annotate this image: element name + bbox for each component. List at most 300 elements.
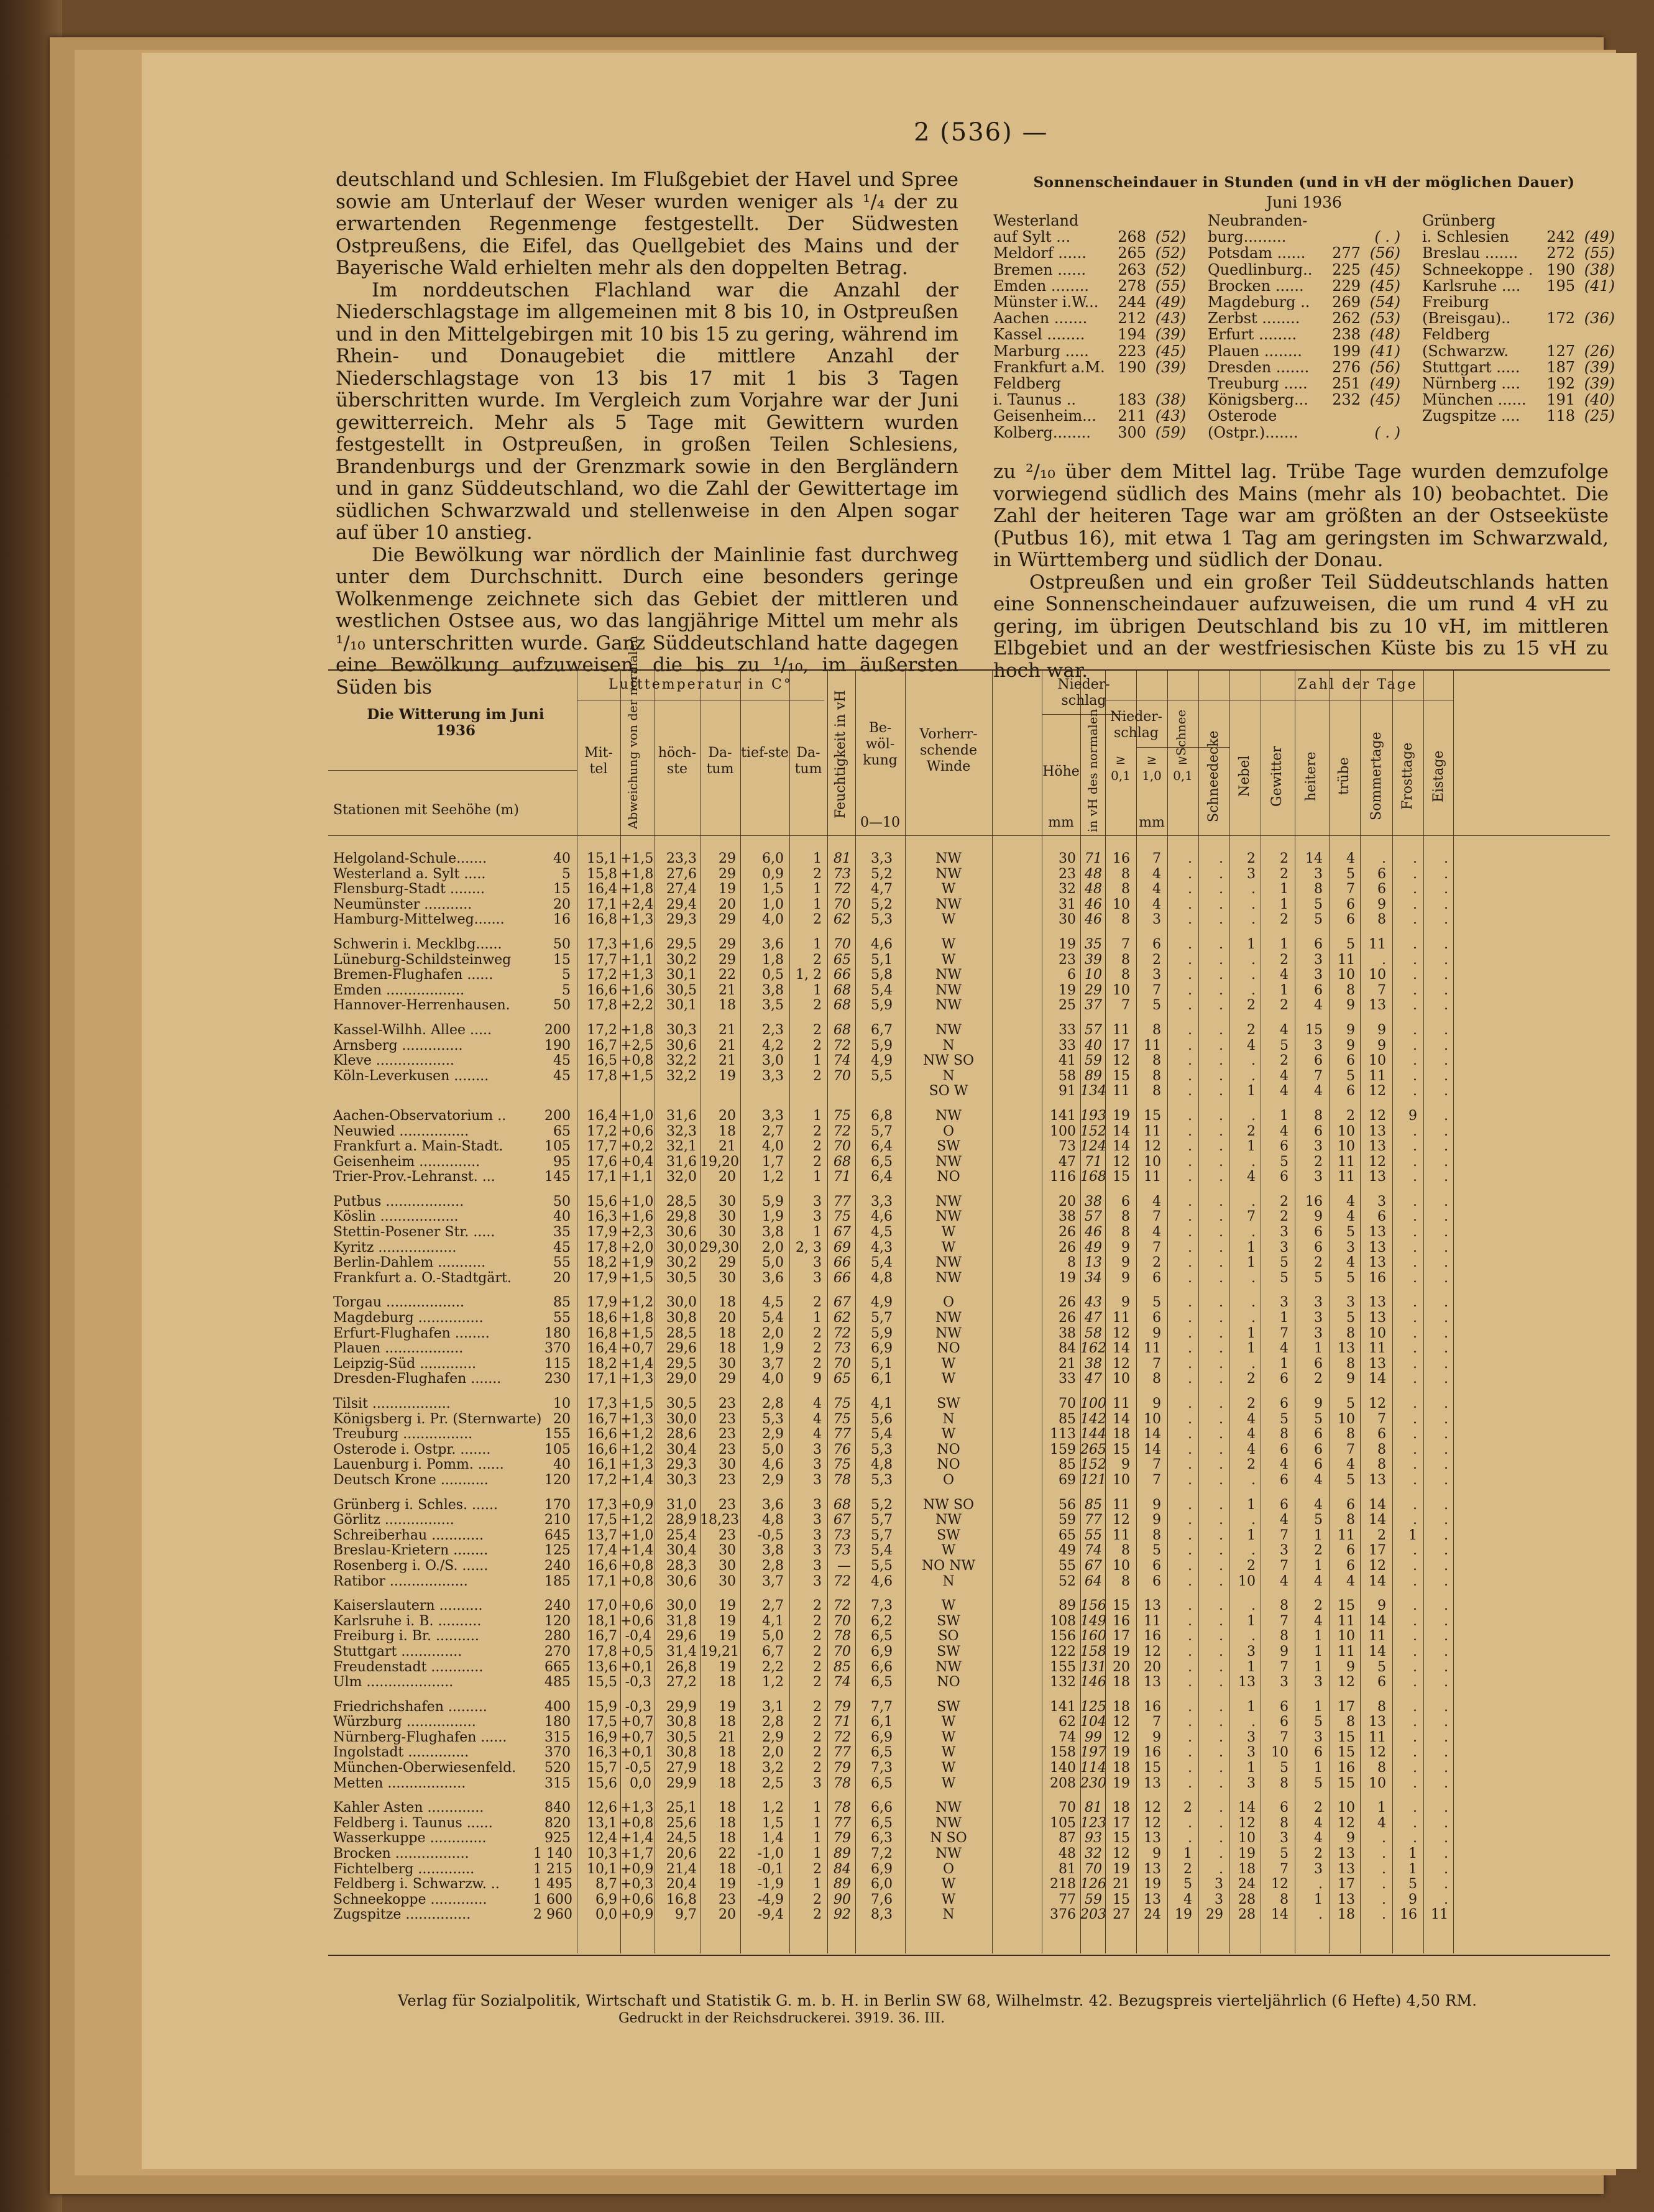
cell-nieder-vh: 64: [1085, 1573, 1102, 1589]
cell-truebe: 5: [1346, 1472, 1355, 1488]
cell-eistage: .: [1444, 1209, 1448, 1225]
cell-tiefste: -4,9: [757, 1891, 784, 1907]
cell-bewoelkung: 5,2: [871, 1497, 893, 1513]
cell-hoechste: 32,2: [666, 1068, 697, 1084]
cell-abweichung: -0,5: [625, 1760, 651, 1776]
cell-schneedecke: .: [1219, 1659, 1223, 1675]
header-in-vh: in vH des normalen: [1085, 709, 1100, 832]
cell-sommertage: .: [1382, 1876, 1386, 1893]
sunshine-percent: (49): [1369, 375, 1400, 393]
cell-schneedecke: .: [1219, 1512, 1223, 1528]
table-row: [328, 867, 1610, 883]
cell-datum-min: 1: [813, 1800, 822, 1816]
cell-tage-10: 4: [1152, 896, 1161, 912]
cell-tiefste: 2,9: [762, 1426, 784, 1443]
cell-tiefste: 1,9: [762, 1341, 784, 1357]
cell-sommertage: .: [1382, 1861, 1386, 1877]
cell-feuchtigkeit: 68: [834, 1497, 851, 1513]
table-row: [328, 1357, 1610, 1372]
cell-datum-max: 30: [719, 1209, 736, 1225]
cell-feuchtigkeit: 66: [834, 1255, 851, 1271]
cell-gewitter: 6: [1280, 1169, 1289, 1185]
cell-nebel: 1: [1247, 1760, 1256, 1776]
cell-tage-10: 4: [1152, 881, 1161, 897]
cell-schnee: .: [1188, 1239, 1192, 1255]
sunshine-station: auf Sylt ...: [993, 229, 1071, 246]
cell-heitere: 1: [1314, 1699, 1323, 1715]
cell-nieder-hoehe: 140: [1050, 1760, 1076, 1776]
sunshine-row: [993, 392, 1186, 408]
cell-heitere: 8: [1314, 1108, 1323, 1124]
cell-tage-01: 12: [1113, 1512, 1130, 1528]
sunshine-hours: 300: [1118, 423, 1146, 441]
cell-nieder-vh: 124: [1080, 1139, 1106, 1155]
header-schnee: Schnee: [1174, 709, 1188, 756]
cell-hoechste: 28,6: [666, 1426, 697, 1443]
cell-tage-10: 8: [1152, 1527, 1161, 1543]
cell-nebel: 2: [1247, 1457, 1256, 1473]
cell-eistage: .: [1444, 1643, 1448, 1659]
cell-winde: NW: [935, 1255, 962, 1271]
header-tiefste: tief-ste: [741, 745, 789, 761]
cell-truebe: 4: [1346, 1193, 1355, 1209]
cell-sommertage: 8: [1377, 1699, 1386, 1715]
cell-gewitter: 7: [1280, 1558, 1289, 1574]
cell-feuchtigkeit: 79: [834, 1830, 851, 1847]
cell-eistage: .: [1444, 1270, 1448, 1286]
cell-nieder-vh: 71: [1085, 1154, 1102, 1170]
cell-nebel: .: [1251, 1512, 1256, 1528]
station-name: Feldberg i. Schwarzw. ..: [333, 1877, 500, 1893]
sunshine-station: Feldberg: [993, 375, 1061, 392]
header-nebel: Nebel: [1237, 755, 1252, 797]
cell-nieder-hoehe: 47: [1059, 1154, 1076, 1170]
sunshine-row: [1422, 392, 1615, 408]
cell-bewoelkung: 7,2: [871, 1846, 893, 1862]
cell-nebel: 2: [1247, 998, 1256, 1014]
sunshine-row: [1422, 294, 1615, 310]
cell-winde: SW: [937, 1527, 960, 1543]
cell-heitere: .: [1318, 1907, 1323, 1923]
cell-abweichung: +1,4: [620, 1356, 654, 1372]
cell-elevation: 485: [544, 1674, 571, 1691]
cell-mittel: 17,6: [587, 1154, 617, 1170]
header-hoechste: höch-ste: [658, 745, 697, 777]
cell-gewitter: 4: [1280, 1068, 1289, 1084]
station-name: Breslau-Krietern ........: [333, 1543, 489, 1559]
cell-feuchtigkeit: 89: [834, 1846, 851, 1862]
cell-datum-min: 2: [813, 1356, 822, 1372]
cell-bewoelkung: 5,2: [871, 896, 893, 912]
cell-winde: NW: [935, 1512, 962, 1528]
sunshine-row: [1208, 262, 1400, 278]
table-row: [328, 1715, 1610, 1730]
cell-datum-max: 19: [719, 1876, 736, 1893]
table-row: [328, 897, 1610, 913]
cell-elevation: 180: [544, 1325, 571, 1341]
cell-frosttage: .: [1413, 1193, 1417, 1209]
cell-tage-10: 5: [1152, 998, 1161, 1014]
station-name: Schreiberhau ............: [333, 1528, 484, 1543]
cell-elevation: 105: [544, 1139, 571, 1155]
cell-datum-max: 29,30: [700, 1239, 739, 1255]
cell-eistage: .: [1444, 1396, 1448, 1411]
cell-heitere: 3: [1314, 1139, 1323, 1155]
cell-heitere: 3: [1314, 1310, 1323, 1326]
header-mm: mm: [1139, 815, 1165, 830]
sunshine-percent: (45): [1369, 391, 1400, 409]
cell-truebe: 5: [1346, 936, 1355, 952]
cell-eistage: .: [1444, 1527, 1448, 1543]
cell-elevation: 105: [544, 1441, 571, 1457]
cell-tage-01: 10: [1113, 1371, 1130, 1387]
cell-tiefste: 4,0: [762, 1371, 784, 1387]
cell-elevation: 240: [544, 1558, 571, 1574]
sunshine-station: Aachen .......: [993, 310, 1088, 327]
cell-schneedecke: .: [1219, 1426, 1223, 1443]
sunshine-station: Königsberg...: [1208, 392, 1308, 408]
cell-frosttage: .: [1413, 967, 1417, 983]
sunshine-station: Erfurt ........: [1208, 326, 1297, 343]
station-name: Brocken .................: [333, 1847, 469, 1862]
cell-tage-01: 18: [1113, 1800, 1130, 1816]
sunshine-subtitle: Juni 1936: [1266, 193, 1342, 211]
header-lufttemperatur: Lufttemperatur in C°: [609, 677, 793, 692]
cell-datum-min: 4: [813, 1396, 822, 1411]
cell-frosttage: .: [1413, 1396, 1417, 1411]
cell-tage-10: 13: [1144, 1891, 1161, 1907]
cell-schnee: .: [1188, 1674, 1192, 1691]
cell-tage-10: 4: [1152, 1193, 1161, 1209]
cell-tiefste: -1,9: [757, 1876, 784, 1893]
cell-tiefste: 2,8: [762, 1396, 784, 1411]
cell-heitere: 7: [1314, 1068, 1323, 1084]
sunshine-percent: (52): [1155, 260, 1186, 278]
cell-nieder-hoehe: 91: [1059, 1083, 1076, 1099]
cell-elevation: 20: [553, 1270, 571, 1286]
cell-winde: NW: [935, 982, 962, 998]
cell-nieder-vh: 10: [1085, 967, 1102, 983]
cell-truebe: 11: [1338, 1643, 1355, 1659]
cell-feuchtigkeit: 75: [834, 1396, 851, 1411]
cell-eistage: .: [1444, 1861, 1448, 1877]
cell-tage-10: 13: [1144, 1598, 1161, 1614]
sunshine-row: [1208, 392, 1400, 408]
cell-gewitter: 6: [1280, 1714, 1289, 1730]
cell-sommertage: 14: [1369, 1613, 1386, 1629]
station-name: Kleve ..................: [333, 1053, 454, 1069]
cell-abweichung: +0,3: [620, 1876, 654, 1893]
sunshine-row: [1208, 343, 1400, 359]
sunshine-hours: 187: [1546, 358, 1575, 376]
cell-schnee: .: [1188, 1558, 1192, 1574]
cell-truebe: 15: [1338, 1729, 1355, 1745]
cell-frosttage: .: [1413, 1068, 1417, 1084]
cell-tage-10: 7: [1152, 1472, 1161, 1488]
station-name: Westerland a. Sylt .....: [333, 866, 486, 882]
cell-abweichung: +0,8: [620, 1053, 654, 1069]
table-row: [328, 1443, 1610, 1458]
cell-schneedecke: .: [1219, 1861, 1223, 1877]
cell-schneedecke: .: [1219, 1527, 1223, 1543]
header-niederschlag: Nieder-schlag: [1057, 677, 1110, 709]
cell-mittel: 16,6: [587, 982, 617, 998]
cell-winde: NW: [935, 1270, 962, 1286]
cell-tiefste: 5,3: [762, 1411, 784, 1427]
cell-schneedecke: .: [1219, 1371, 1223, 1387]
cell-eistage: .: [1444, 1411, 1448, 1427]
cell-sommertage: 6: [1377, 866, 1386, 882]
cell-mittel: 15,5: [587, 1674, 617, 1691]
cell-schneedecke: .: [1219, 1441, 1223, 1457]
cell-elevation: 230: [544, 1371, 571, 1387]
station-name: Karlsruhe i. B. ..........: [333, 1613, 482, 1629]
cell-elevation: 45: [553, 1068, 571, 1084]
cell-abweichung: +1,2: [620, 1295, 654, 1311]
cell-bewoelkung: 3,3: [871, 851, 893, 866]
cell-hoechste: 30,4: [666, 1543, 697, 1559]
cell-frosttage: .: [1413, 1325, 1417, 1341]
cell-mittel: 17,9: [587, 1270, 617, 1286]
cell-tage-01: 8: [1121, 1543, 1130, 1559]
cell-datum-max: 30: [719, 1573, 736, 1589]
cell-heitere: 15: [1305, 1022, 1323, 1038]
cell-heitere: 5: [1314, 1512, 1323, 1528]
cell-nebel: .: [1251, 1310, 1256, 1326]
cell-tage-10: 12: [1144, 1139, 1161, 1155]
cell-nebel: .: [1251, 1154, 1256, 1170]
cell-elevation: 925: [544, 1830, 571, 1847]
cell-bewoelkung: 5,9: [871, 1037, 893, 1053]
cell-winde: NW: [935, 998, 962, 1014]
cell-datum-max: 21: [719, 982, 736, 998]
cell-datum-max: 20: [719, 1310, 736, 1326]
cell-truebe: 13: [1338, 1341, 1355, 1357]
sunshine-hours: 232: [1332, 391, 1361, 409]
table-row: [328, 998, 1610, 1014]
cell-eistage: .: [1444, 1255, 1448, 1271]
cell-hoechste: 30,3: [666, 1022, 697, 1038]
cell-schneedecke: .: [1219, 1674, 1223, 1691]
cell-datum-max: 19: [719, 1613, 736, 1629]
cell-nieder-vh: 38: [1085, 1356, 1102, 1372]
cell-hoechste: 27,6: [666, 866, 697, 882]
cell-schnee: .: [1188, 896, 1192, 912]
cell-feuchtigkeit: 90: [834, 1891, 851, 1907]
cell-mittel: 16,7: [587, 1628, 617, 1645]
cell-hoechste: 30,6: [666, 1037, 697, 1053]
cell-truebe: 4: [1346, 1209, 1355, 1225]
cell-gewitter: 6: [1280, 1497, 1289, 1513]
cell-mittel: 16,3: [587, 1745, 617, 1761]
cell-tiefste: 1,9: [762, 1209, 784, 1225]
cell-heitere: 1: [1314, 1558, 1323, 1574]
cell-datum-min: 1: [813, 1876, 822, 1893]
cell-nieder-hoehe: 41: [1059, 1053, 1076, 1069]
cell-datum-min: 3: [813, 1472, 822, 1488]
cell-datum-min: 2: [813, 1598, 822, 1614]
cell-bewoelkung: 5,3: [871, 1472, 893, 1488]
paragraph: Im norddeutschen Flachland war die Anzahl der Niederschlagstage im allgemeinen mit 8 bis 10, in Ostpreußen und in den Mittelgebirgen mit 10 bis 15 zu gering, während im Rhein- und Donaugebiet die mittlere Anzahl der Niederschlagstage von 13 bis 17 mit 1 bis 3 Tagen überschritten wurde. Im Vergleich zum Vorjahre war der Juni gewitterreich. Mehr als 5 Tage mit Gewittern wurden festgestellt in Ostpreußen, in großen Teilen Schlesiens, Brandenburgs und der Grenzmark sowie in den Bergländern und in ganz Süddeutschland, wo die Zahl der Gewittertage im südlichen Schwarzwald und stellenweise in den Alpen sogar auf über 10 anstieg.: [336, 278, 958, 544]
cell-mittel: 15,9: [587, 1699, 617, 1715]
cell-nieder-hoehe: 159: [1050, 1441, 1076, 1457]
cell-schneedecke: 29: [1206, 1907, 1223, 1923]
cell-mittel: 17,3: [587, 936, 617, 952]
cell-abweichung: -0,3: [625, 1699, 651, 1715]
sunshine-row: [1422, 359, 1615, 375]
cell-bewoelkung: 5,5: [871, 1558, 893, 1574]
cell-gewitter: 2: [1280, 912, 1289, 928]
station-name: Emden ..................: [333, 983, 465, 998]
cell-feuchtigkeit: 72: [834, 1573, 851, 1589]
cell-elevation: 270: [544, 1643, 571, 1659]
cell-nebel: 4: [1247, 1441, 1256, 1457]
cell-sommertage: 6: [1377, 1426, 1386, 1443]
cell-nieder-hoehe: 81: [1059, 1861, 1076, 1877]
cell-mittel: 16,6: [587, 1558, 617, 1574]
cell-tiefste: 4,8: [762, 1512, 784, 1528]
cell-winde: NW: [935, 1209, 962, 1225]
sunshine-percent: [1146, 213, 1186, 229]
sunshine-station: Magdeburg ..: [1208, 294, 1310, 311]
sunshine-row: [993, 375, 1186, 392]
cell-heitere: 6: [1314, 1745, 1323, 1761]
cell-nieder-hoehe: 33: [1059, 1371, 1076, 1387]
cell-sommertage: 5: [1377, 1659, 1386, 1675]
cell-truebe: 15: [1338, 1745, 1355, 1761]
cell-schneedecke: .: [1219, 1154, 1223, 1170]
sunshine-station: i. Schlesien: [1422, 229, 1509, 246]
cell-sommertage: 8: [1377, 1441, 1386, 1457]
table-row: [328, 1326, 1610, 1342]
cell-schneedecke: .: [1219, 1255, 1223, 1271]
cell-schnee: 2: [1183, 1861, 1192, 1877]
cell-truebe: 9: [1346, 1022, 1355, 1038]
cell-abweichung: +1,4: [620, 1830, 654, 1847]
cell-tage-10: 6: [1152, 1270, 1161, 1286]
cell-gewitter: 1: [1280, 982, 1289, 998]
cell-frosttage: .: [1413, 1830, 1417, 1847]
cell-frosttage: .: [1413, 1800, 1417, 1816]
sunshine-row: [1208, 326, 1400, 342]
table-row: [328, 1877, 1610, 1893]
cell-hoechste: 30,5: [666, 1729, 697, 1745]
cell-feuchtigkeit: 65: [834, 952, 851, 968]
cell-tage-10: 4: [1152, 866, 1161, 882]
cell-gewitter: 12: [1271, 1876, 1289, 1893]
cell-nieder-vh: 55: [1085, 1527, 1102, 1543]
cell-feuchtigkeit: 81: [834, 851, 851, 866]
cell-heitere: 6: [1314, 982, 1323, 998]
sunshine-hours: [1535, 213, 1575, 229]
header-datum: Da-tum: [794, 745, 822, 777]
cell-mittel: 16,5: [587, 1053, 617, 1069]
cell-frosttage: .: [1413, 998, 1417, 1014]
cell-bewoelkung: 3,3: [871, 1193, 893, 1209]
cell-schnee: .: [1188, 1022, 1192, 1038]
table-row: [328, 1831, 1610, 1847]
cell-nieder-hoehe: 218: [1050, 1876, 1076, 1893]
cell-schnee: .: [1188, 1815, 1192, 1831]
cell-datum-max: 18: [719, 1123, 736, 1139]
cell-tage-10: 7: [1152, 982, 1161, 998]
sunshine-station: Neubranden-: [1208, 213, 1308, 229]
cell-datum-max: 20: [719, 1169, 736, 1185]
cell-schnee: .: [1188, 998, 1192, 1014]
cell-nieder-hoehe: 70: [1059, 1800, 1076, 1816]
sunshine-station: Stuttgart .....: [1422, 359, 1520, 376]
cell-datum-max: 18: [719, 1674, 736, 1691]
cell-eistage: .: [1444, 1341, 1448, 1357]
cell-feuchtigkeit: 74: [834, 1674, 851, 1691]
cell-schneedecke: .: [1219, 1745, 1223, 1761]
cell-truebe: 8: [1346, 1325, 1355, 1341]
cell-nieder-hoehe: 21: [1059, 1356, 1076, 1372]
header-datum: Da-tum: [706, 745, 734, 777]
cell-abweichung: +1,1: [620, 1169, 654, 1185]
cell-nebel: .: [1251, 881, 1256, 897]
cell-feuchtigkeit: 70: [834, 936, 851, 952]
cell-datum-max: 21: [719, 1139, 736, 1155]
cell-gewitter: 4: [1280, 1573, 1289, 1589]
cell-tiefste: 1,4: [762, 1830, 784, 1847]
cell-elevation: 55: [553, 1310, 571, 1326]
cell-gewitter: 3: [1280, 1239, 1289, 1255]
cell-schneedecke: .: [1219, 1037, 1223, 1053]
cell-mittel: 16,6: [587, 1426, 617, 1443]
sunshine-hours: 223: [1118, 342, 1146, 360]
header-schneedecke: Schneedecke: [1206, 730, 1221, 822]
station-name: Zugspitze ...............: [333, 1907, 471, 1923]
cell-abweichung: +1,6: [620, 1209, 654, 1225]
cell-hoechste: 27,9: [666, 1760, 697, 1776]
cell-abweichung: +1,2: [620, 1426, 654, 1443]
cell-gewitter: 2: [1280, 851, 1289, 866]
cell-eistage: .: [1444, 1714, 1448, 1730]
cell-winde: W: [941, 881, 956, 897]
cell-elevation: 45: [553, 1053, 571, 1069]
cell-tage-10: 11: [1144, 1123, 1161, 1139]
cell-eistage: .: [1444, 1472, 1448, 1488]
cell-nieder-hoehe: 20: [1059, 1193, 1076, 1209]
cell-tiefste: 5,9: [762, 1193, 784, 1209]
cell-bewoelkung: 5,1: [871, 1356, 893, 1372]
cell-tage-01: 15: [1113, 1169, 1130, 1185]
right-text-column: [993, 461, 1609, 682]
table-row: [328, 1761, 1610, 1776]
cell-schnee: .: [1188, 1714, 1192, 1730]
cell-schneedecke: .: [1219, 1053, 1223, 1069]
cell-frosttage: .: [1413, 1815, 1417, 1831]
cell-gewitter: 2: [1280, 1209, 1289, 1225]
cell-winde: W: [941, 1356, 956, 1372]
cell-winde: NW: [935, 851, 962, 866]
cell-datum-min: 2: [813, 1325, 822, 1341]
cell-sommertage: 11: [1369, 1341, 1386, 1357]
cell-truebe: 8: [1346, 982, 1355, 998]
cell-eistage: .: [1444, 1512, 1448, 1528]
cell-eistage: .: [1444, 1426, 1448, 1443]
cell-heitere: 5: [1314, 1270, 1323, 1286]
cell-tage-10: 6: [1152, 1310, 1161, 1326]
cell-winde: NW: [935, 896, 962, 912]
cell-mittel: 17,1: [587, 896, 617, 912]
cell-nebel: 3: [1247, 1729, 1256, 1745]
cell-eistage: .: [1444, 1154, 1448, 1170]
cell-winde: N: [942, 1411, 955, 1427]
cell-nieder-hoehe: 33: [1059, 1037, 1076, 1053]
cell-nieder-vh: 59: [1085, 1891, 1102, 1907]
